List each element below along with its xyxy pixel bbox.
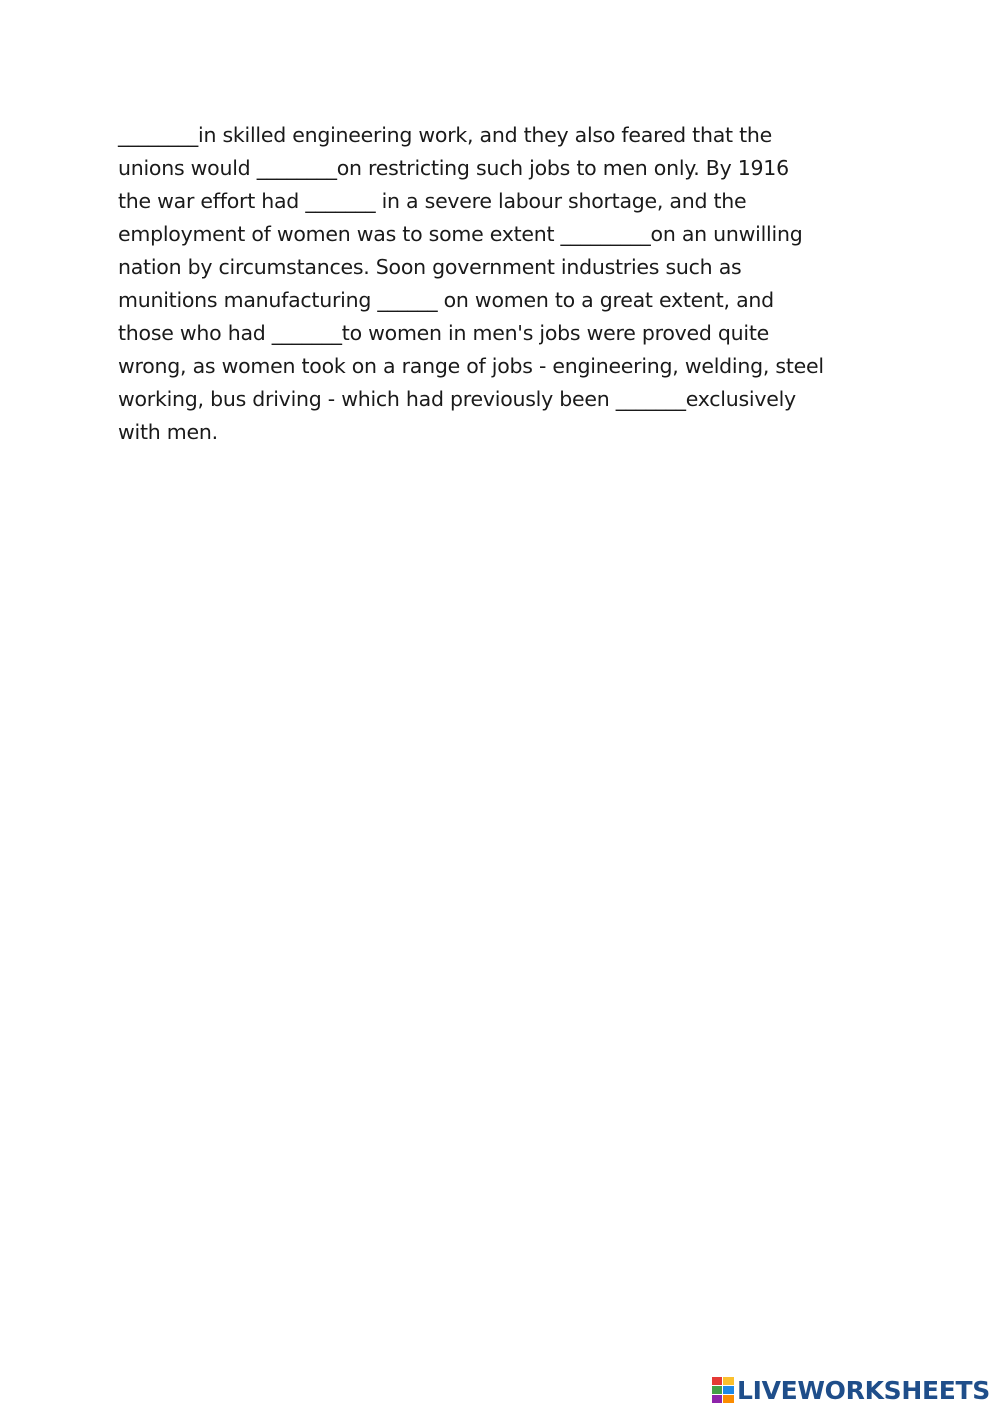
passage-line: unions would ________on restricting such jobs to men only. By 1916 [118, 156, 789, 180]
passage-line: working, bus driving - which had previously been _______exclusively [118, 387, 796, 411]
liveworksheets-logo-icon [712, 1377, 734, 1403]
passage-line: munitions manufacturing ______ on women to a great extent, and [118, 288, 774, 312]
worksheet-passage [118, 119, 888, 449]
passage-line: nation by circumstances. Soon government industries such as [118, 255, 742, 279]
passage-line: wrong, as women took on a range of jobs - engineering, welding, steel [118, 354, 824, 378]
passage-line: ________in skilled engineering work, and they also feared that the [118, 123, 772, 147]
passage-line: the war effort had _______ in a severe labour shortage, and the [118, 189, 747, 213]
passage-line: with men. [118, 420, 218, 444]
brand-name: LIVEWORKSHEETS [736, 1375, 990, 1405]
passage-line: employment of women was to some extent _________on an unwilling [118, 222, 803, 246]
liveworksheets-brand [712, 1373, 990, 1407]
passage-line: those who had _______to women in men's jobs were proved quite [118, 321, 769, 345]
